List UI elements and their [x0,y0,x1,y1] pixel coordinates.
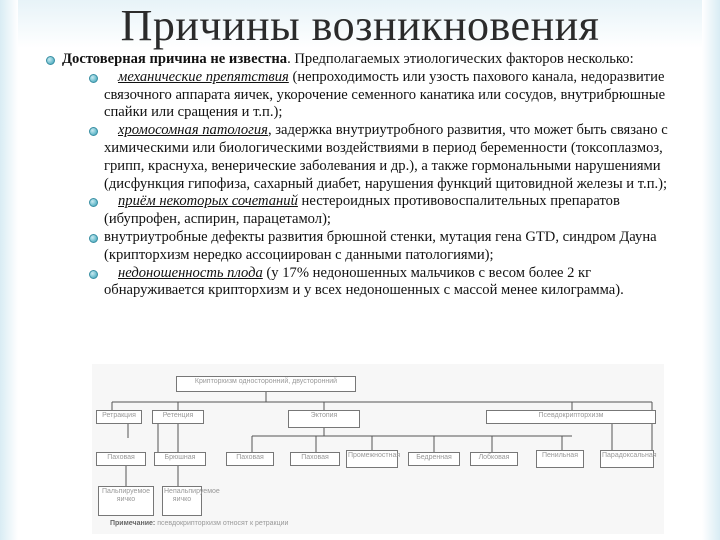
diagram-box: Ретенция [152,410,204,424]
diagram-box: Лобковая [470,452,518,466]
bullet-icon [89,234,98,243]
item-text: (у 17% недоношенных мальчиков с весом более 2 кг обнаруживается крипторхизм и у всех недоношенных с массой менее килограмма). [104,264,624,299]
item-term: механические препятствия [118,68,289,85]
diagram-box: Псевдокрипторхизм [486,410,656,424]
slide-right-border [702,0,720,540]
bullet-icon [46,56,55,65]
diagram-box: Брюшная [154,452,206,466]
item-term: приём некоторых сочетаний [118,193,298,210]
slide-left-border [0,0,18,540]
diagram-note-text: псевдокрипторхизм относят к ретракции [157,520,289,527]
diagram-box: Ретракция [96,410,142,424]
diagram-box: Паховая [96,452,146,466]
item-text: (непроходимость или узость пахового канала, недоразвитие связочного аппарата яичек, укорочение семенного канатика или сосудов, внутрибрюшные спайки или сращения и т.п.); [104,68,666,121]
diagram-box: Пенильная [536,450,584,468]
bullet-icon [89,127,98,136]
list-item [104,193,672,229]
lead-paragraph [62,51,672,69]
diagram-box: Промежностная [346,450,398,468]
item-term: хромосомная патология [118,122,268,139]
diagram-note-label: Примечание: [110,520,156,527]
list-item [104,265,672,301]
diagram-box: Эктопия [288,410,360,428]
item-term: недоношенность плода [118,264,263,281]
item-text: нестероидных противовоспалительных препаратов (ибупрофен, аспирин, парацетамол); [104,193,620,228]
diagram-root-box: Крипторхизм односторонний, двусторонний [176,376,356,392]
lead-bold: Достоверная причина не известна [62,51,288,67]
diagram-box: Паховая [226,452,274,466]
slide-content [62,51,672,300]
diagram-note [110,520,288,527]
slide-title: Причины возникновения [120,1,600,50]
bullet-icon [89,270,98,279]
bullet-icon [89,198,98,207]
classification-diagram [92,364,664,534]
list-item [104,229,672,265]
list-item [104,69,672,122]
diagram-box: Пальпируемое яичко [98,486,154,516]
diagram-box: Бедренная [408,452,460,466]
list-item [104,122,672,193]
diagram-box: Паховая [290,452,340,466]
lead-rest: . Предполагаемых этиологических факторов несколько: [287,51,634,67]
item-text: , задержка внутриутробного развития, что может быть связано с химическими или биологическими воздействиями в период беременности (токсоплазмоз, грипп, краснуха, венерические заболевания и др.), а также гормональными нарушениями (дисфункция гипофиза, сахарный диабет, нарушения функций щитовидной железы и т.п.); [104,122,668,192]
diagram-box: Парадоксальная [600,450,654,468]
bullet-icon [89,74,98,83]
diagram-box: Непальпируемое яичко [162,486,202,516]
item-text: внутриутробные дефекты развития брюшной стенки, мутация гена GTD, синдром Дауна (крипторхизм нередко ассоциирован с данными патологиями); [104,228,657,263]
